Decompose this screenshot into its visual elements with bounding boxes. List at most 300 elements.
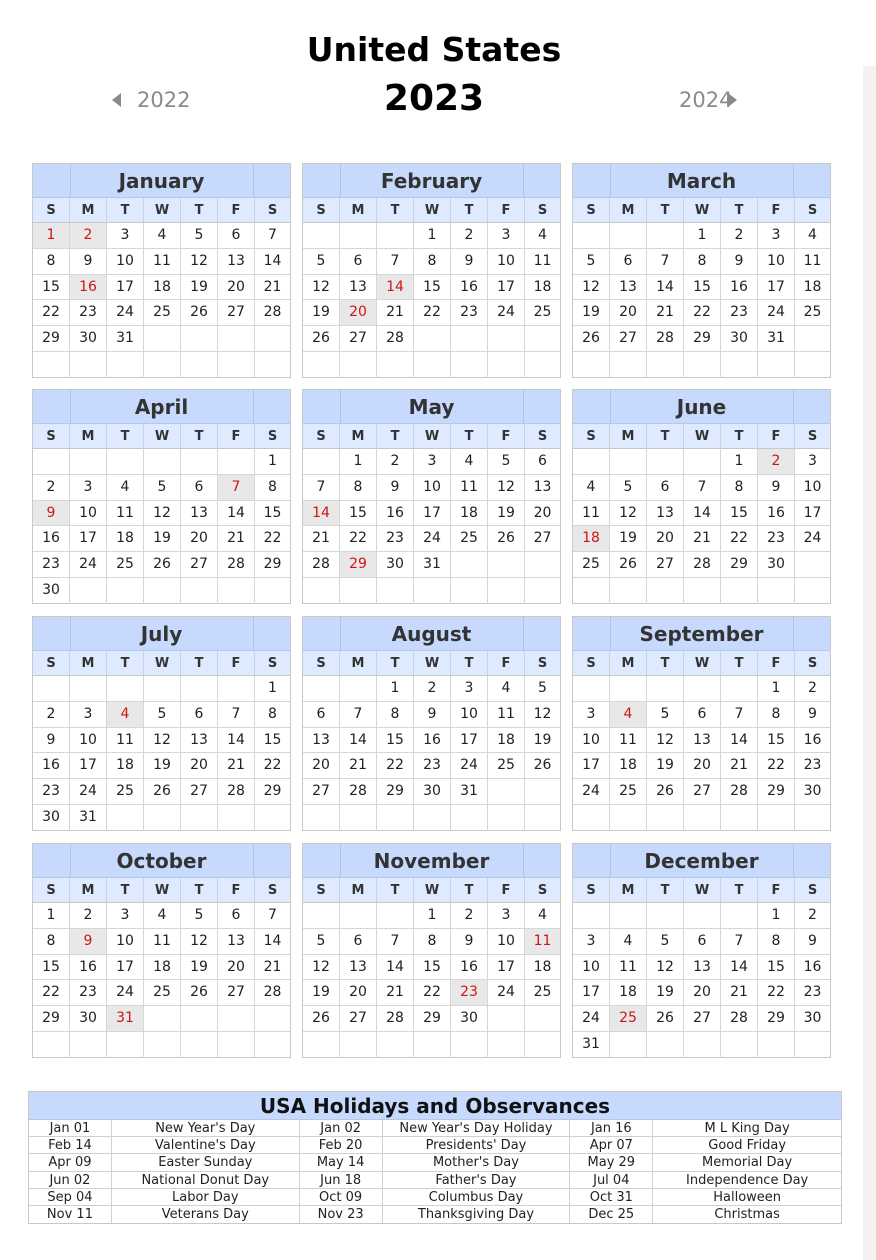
month-weeks [573,223,830,378]
day-cell: 17 [414,501,451,526]
day-cell: 1 [758,903,795,928]
day-cell: 14 [721,728,758,753]
week-row [33,249,290,275]
day-cell: 22 [33,300,70,325]
day-cell: 18 [144,275,181,300]
month-october [32,843,291,1058]
day-cell: 21 [647,300,684,325]
empty-day-cell [488,326,525,351]
week-row [303,1006,560,1032]
day-cell: 19 [181,275,218,300]
day-cell: 16 [414,728,451,753]
weekday-label: S [537,429,548,444]
empty-day-cell [377,903,414,928]
day-cell: 27 [684,1006,721,1031]
weekday-label: F [758,198,795,223]
holiday-date: Feb 14 [29,1137,112,1153]
holidays-table [28,1091,842,1224]
weekday-label: T [451,424,488,449]
day-cell: 18 [488,728,525,753]
empty-day-cell [488,352,525,378]
empty-day-cell [303,903,340,928]
day-cell: 28 [647,326,684,351]
week-row [33,449,290,475]
month-header-divider [523,164,524,198]
holiday-name: Columbus Day [383,1189,571,1205]
holiday-row [29,1206,841,1223]
day-cell: 13 [533,478,552,495]
month-weeks [33,223,290,378]
empty-day-cell [795,1032,830,1058]
empty-day-cell [255,805,290,831]
day-cell: 29 [33,326,70,351]
weekday-label: S [807,883,818,898]
empty-day-cell [758,352,795,378]
weekday-label: T [107,424,144,449]
week-row [303,223,560,249]
day-cell: 12 [144,501,181,526]
month-title: April [134,395,189,419]
day-cell: 15 [263,731,282,748]
empty-day-cell [795,326,830,351]
weekday-header-row [33,424,290,449]
day-cell: 13 [218,249,255,274]
weekday-label: M [340,198,377,223]
weekday-label: T [721,878,758,903]
day-cell: 26 [303,1006,340,1031]
day-cell: 21 [721,753,758,778]
holiday-day-cell: 2 [70,223,107,248]
holiday-row [29,1189,841,1206]
empty-day-cell [377,578,414,604]
month-title: May [408,395,455,419]
weekday-label: T [377,878,414,903]
holiday-name: Good Friday [708,1138,787,1154]
day-cell: 21 [377,980,414,1005]
empty-day-cell [144,352,181,378]
day-cell: 27 [303,779,340,804]
weekday-label: S [537,883,548,898]
month-june [572,389,831,604]
empty-day-cell [488,1032,525,1058]
month-september [572,616,831,831]
weekday-label: S [303,878,340,903]
day-cell: 19 [573,300,610,325]
day-cell: 24 [451,753,488,778]
weekday-label: S [573,651,610,676]
day-cell: 5 [144,702,181,727]
empty-day-cell [610,352,647,378]
day-cell: 3 [808,453,817,469]
week-row [33,552,290,578]
week-row [33,223,290,249]
empty-day-cell [647,1032,684,1058]
day-cell: 12 [303,955,340,980]
empty-day-cell [414,352,451,378]
weekday-header-row [303,424,560,449]
week-row [303,326,560,352]
empty-day-cell [795,805,830,831]
day-cell: 29 [263,556,282,573]
weekday-label: F [758,424,795,449]
day-cell: 25 [533,304,552,321]
day-cell: 14 [340,728,377,753]
day-cell: 27 [181,779,218,804]
weekday-label: M [340,424,377,449]
week-row [33,955,290,981]
day-cell: 15 [414,275,451,300]
weekday-label: T [181,198,218,223]
day-cell: 20 [181,753,218,778]
day-cell: 5 [303,929,340,954]
empty-day-cell [377,223,414,248]
day-cell: 30 [803,783,822,800]
day-cell: 5 [144,475,181,500]
holiday-date: Apr 09 [29,1154,112,1170]
weekday-label: W [414,651,451,676]
month-november [302,843,561,1058]
day-cell: 4 [451,449,488,474]
day-cell: 27 [533,530,552,547]
holiday-day-cell: 1 [33,223,70,248]
day-cell: 9 [33,728,70,753]
month-header-divider [523,390,524,424]
empty-day-cell [107,676,144,701]
month-august [302,616,561,831]
day-cell: 25 [488,753,525,778]
week-row [33,578,290,604]
holiday-day-cell: 4 [610,702,647,727]
day-cell: 24 [107,300,144,325]
empty-day-cell [684,578,721,604]
day-cell: 21 [340,753,377,778]
day-cell: 23 [33,779,70,804]
day-cell: 10 [107,929,144,954]
week-row [33,1032,290,1058]
empty-day-cell [181,805,218,831]
month-january [32,163,291,378]
weekday-label: W [684,878,721,903]
empty-day-cell [144,676,181,701]
empty-day-cell [181,676,218,701]
holiday-date: Oct 09 [300,1189,383,1205]
day-cell: 1 [414,903,451,928]
day-cell: 5 [303,249,340,274]
month-header [33,617,290,651]
empty-day-cell [573,903,610,928]
day-cell: 25 [803,304,822,321]
holiday-day-cell: 11 [525,929,560,954]
day-cell: 19 [144,526,181,551]
day-cell: 8 [33,249,70,274]
weekday-label: T [647,424,684,449]
weekday-label: W [144,878,181,903]
day-cell: 4 [144,903,181,928]
empty-day-cell [647,578,684,604]
day-cell: 20 [218,275,255,300]
day-cell: 21 [263,958,282,975]
week-row [573,526,830,552]
month-header-divider [793,617,794,651]
day-cell: 18 [533,278,552,295]
holiday-date: Dec 25 [570,1206,653,1223]
empty-day-cell [721,1032,758,1058]
day-cell: 29 [263,783,282,800]
next-year-label: 2024 [679,88,733,112]
week-row [573,300,830,326]
month-title: July [140,622,183,646]
empty-day-cell [340,352,377,378]
empty-day-cell [218,578,255,604]
day-cell: 23 [70,300,107,325]
empty-day-cell [144,326,181,351]
prev-year-label: 2022 [137,88,191,112]
weekday-label: S [267,656,278,671]
day-cell: 13 [181,501,218,526]
day-cell: 7 [268,227,277,243]
week-row [303,352,560,378]
empty-day-cell [144,1032,181,1058]
holiday-name: Independence Day [686,1172,809,1188]
day-cell: 11 [451,475,488,500]
day-cell: 4 [538,227,547,243]
day-cell: 14 [684,501,721,526]
day-cell: 2 [377,449,414,474]
day-cell: 20 [303,753,340,778]
weekday-header-row [573,878,830,903]
empty-day-cell [303,1032,340,1058]
weekday-label: W [684,424,721,449]
day-cell: 26 [533,757,552,774]
day-cell: 30 [721,326,758,351]
day-cell: 8 [268,705,277,722]
next-year-link[interactable] [679,88,737,112]
empty-day-cell [181,326,218,351]
day-cell: 13 [181,728,218,753]
empty-day-cell [303,676,340,701]
holiday-day-cell: 2 [758,449,795,474]
weekday-label: W [414,878,451,903]
day-cell: 4 [144,223,181,248]
scrollbar-track[interactable] [863,66,876,1260]
weekday-label: F [758,878,795,903]
day-cell: 5 [488,449,525,474]
empty-day-cell [414,326,451,351]
day-cell: 15 [377,728,414,753]
holiday-date: Jan 16 [570,1120,653,1136]
day-cell: 17 [803,504,822,521]
day-cell: 7 [377,929,414,954]
empty-day-cell [181,1006,218,1031]
weekday-label: T [451,198,488,223]
month-header [303,390,560,424]
day-cell: 9 [758,475,795,500]
weekday-label: W [684,651,721,676]
day-cell: 18 [107,526,144,551]
weekday-header-row [573,651,830,676]
day-cell: 15 [263,504,282,521]
day-cell: 29 [758,779,795,804]
empty-day-cell [488,578,525,604]
empty-day-cell [218,449,255,474]
day-cell: 7 [721,702,758,727]
day-cell: 19 [647,980,684,1005]
day-cell: 18 [451,501,488,526]
day-cell: 7 [377,249,414,274]
empty-day-cell [451,805,488,831]
day-cell: 9 [721,249,758,274]
week-row [573,352,830,378]
day-cell: 30 [451,1006,488,1031]
day-cell: 12 [144,728,181,753]
month-weeks [303,903,560,1058]
month-weeks [33,903,290,1058]
day-cell: 3 [488,223,525,248]
empty-day-cell [340,805,377,831]
day-cell: 3 [70,475,107,500]
weekday-header-row [573,424,830,449]
week-row [303,702,560,728]
day-cell: 11 [610,728,647,753]
empty-day-cell [255,352,290,378]
weekday-label: M [610,198,647,223]
weekday-label: M [70,878,107,903]
weekday-label: T [107,198,144,223]
week-row [573,955,830,981]
day-cell: 14 [218,501,255,526]
day-cell: 10 [414,475,451,500]
day-cell: 10 [70,728,107,753]
week-row [573,702,830,728]
day-cell: 26 [144,552,181,577]
week-row [303,805,560,831]
empty-day-cell [218,805,255,831]
week-row [303,300,560,326]
month-header [573,617,830,651]
day-cell: 16 [33,753,70,778]
week-row [573,552,830,578]
empty-day-cell [377,352,414,378]
day-cell: 4 [808,227,817,243]
empty-day-cell [144,449,181,474]
holiday-date: Jan 01 [29,1120,112,1136]
day-cell: 2 [414,676,451,701]
empty-day-cell [107,1032,144,1058]
holiday-row [29,1154,841,1171]
day-cell: 26 [647,1006,684,1031]
month-title: March [666,169,737,193]
empty-day-cell [721,578,758,604]
weekday-label: T [181,651,218,676]
day-cell: 28 [721,779,758,804]
day-cell: 28 [684,552,721,577]
day-cell: 22 [758,753,795,778]
empty-day-cell [414,578,451,604]
day-cell: 27 [684,779,721,804]
day-cell: 19 [303,980,340,1005]
day-cell: 7 [684,475,721,500]
empty-day-cell [795,552,830,577]
day-cell: 18 [610,753,647,778]
weekday-label: W [144,198,181,223]
day-cell: 20 [684,980,721,1005]
weekday-label: S [33,424,70,449]
day-cell: 7 [218,702,255,727]
week-row [33,352,290,378]
day-cell: 1 [377,676,414,701]
day-cell: 26 [610,552,647,577]
week-row [573,1032,830,1058]
day-cell: 1 [758,676,795,701]
day-cell: 2 [70,903,107,928]
empty-day-cell [451,352,488,378]
day-cell: 19 [610,526,647,551]
day-cell: 21 [263,278,282,295]
day-cell: 16 [758,501,795,526]
empty-day-cell [451,578,488,604]
weekday-label: T [107,651,144,676]
year-title: 2023 [383,78,485,119]
day-cell: 23 [70,980,107,1005]
month-header [303,844,560,878]
empty-day-cell [721,352,758,378]
month-header-divider [793,390,794,424]
empty-day-cell [647,805,684,831]
empty-day-cell [525,552,560,577]
day-cell: 16 [33,526,70,551]
day-cell: 29 [758,1006,795,1031]
day-cell: 22 [684,300,721,325]
day-cell: 2 [451,223,488,248]
day-cell: 8 [721,475,758,500]
empty-day-cell [107,805,144,831]
day-cell: 16 [377,501,414,526]
weekday-header-row [303,878,560,903]
day-cell: 17 [573,980,610,1005]
week-row [303,552,560,578]
empty-day-cell [525,1006,560,1031]
holiday-day-cell: 18 [573,526,610,551]
day-cell: 15 [33,955,70,980]
empty-day-cell [684,449,721,474]
week-row [573,929,830,955]
day-cell: 15 [33,275,70,300]
day-cell: 27 [340,326,377,351]
prev-year-link[interactable] [112,88,190,112]
empty-day-cell [721,903,758,928]
weekday-label: F [218,651,255,676]
empty-day-cell [181,449,218,474]
week-row [573,275,830,301]
day-cell: 23 [377,526,414,551]
empty-day-cell [144,805,181,831]
week-row [573,676,830,702]
day-cell: 1 [268,453,277,469]
week-row [303,929,560,955]
day-cell: 19 [181,955,218,980]
day-cell: 27 [218,300,255,325]
day-cell: 20 [533,504,552,521]
holiday-day-cell: 31 [107,1006,144,1031]
day-cell: 5 [647,929,684,954]
day-cell: 28 [263,304,282,321]
holiday-name: Thanksgiving Day [383,1206,571,1223]
day-cell: 30 [33,805,70,831]
holidays-table-body [29,1120,841,1223]
month-header [303,617,560,651]
day-cell: 17 [107,275,144,300]
empty-day-cell [107,352,144,378]
